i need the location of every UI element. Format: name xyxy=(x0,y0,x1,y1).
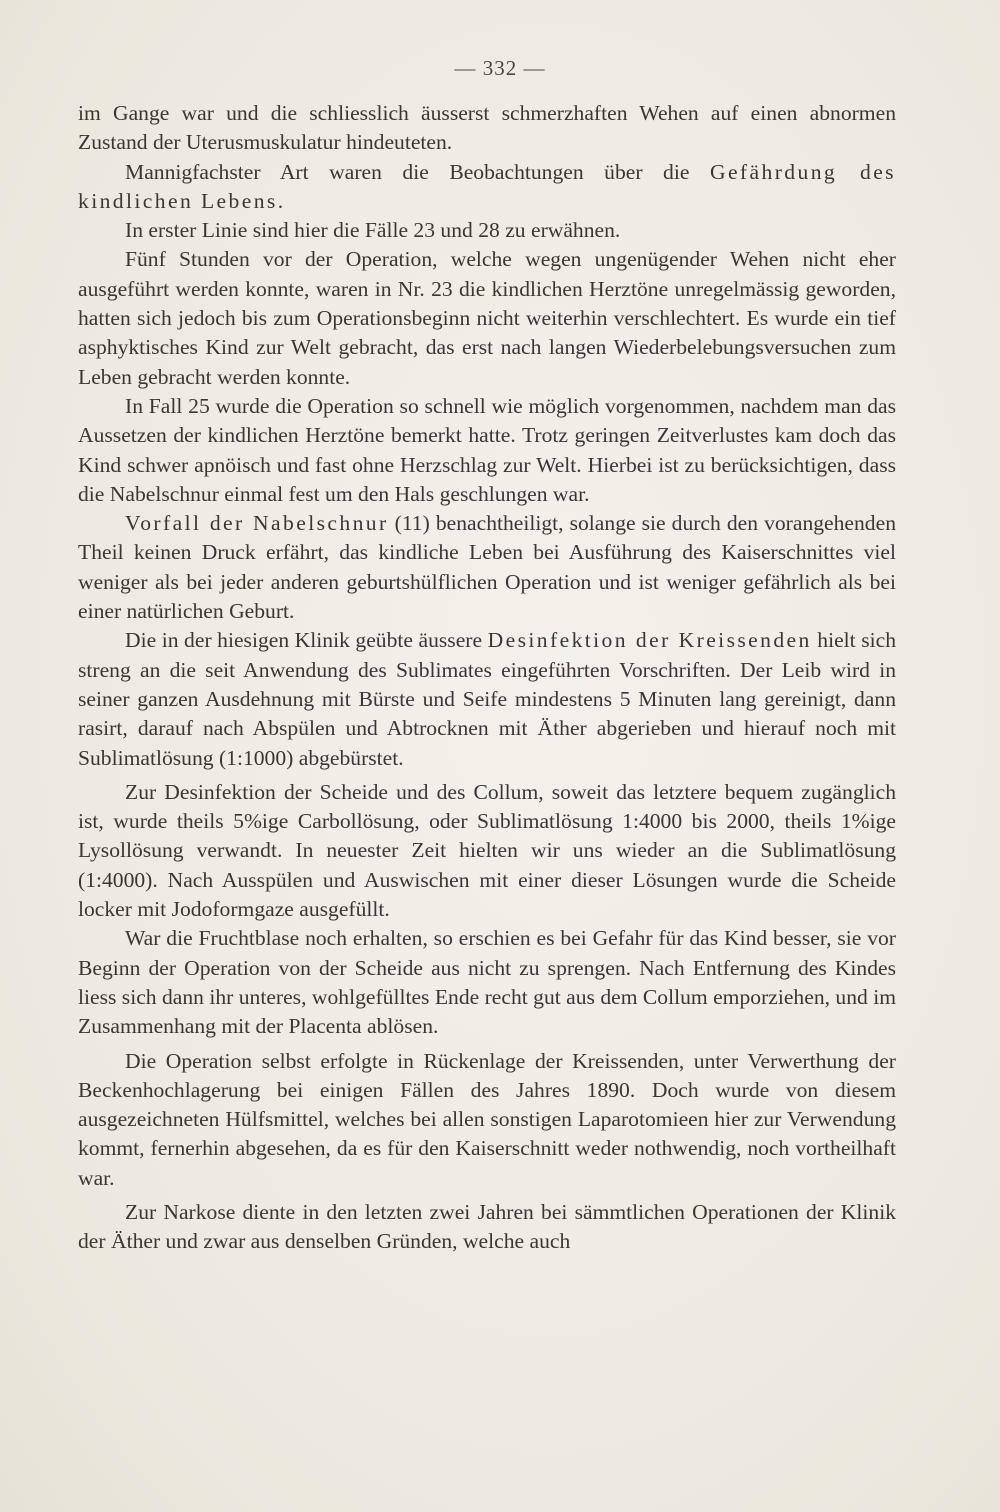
paragraph xyxy=(78,509,896,626)
text-run: Mannigfachster Art waren die Beobachtungen über die xyxy=(125,159,710,184)
text-run: Zur Narkose diente in den letzten zwei Jahren bei sämmtlichen Operationen der Klinik der Äther und zwar aus denselben Gründen, welche auch xyxy=(78,1199,896,1254)
text-run: War die Fruchtblase noch erhalten, so erschien es bei Gefahr für das Kind besser, sie vor Beginn der Operation von der Scheide aus nicht zu sprengen. Nach Entfernung des Kindes liess sich dann ihr unteres, wohlgefülltes Ende recht gut aus dem Collum emporziehen, und im Zusammenhang mit der Placenta ablösen. xyxy=(78,926,896,1039)
paragraph xyxy=(78,1198,896,1257)
text-run: Die Operation selbst erfolgte in Rückenlage der Kreissenden, unter Verwerthung der Beckenhochlagerung bei einigen Fällen des Jahres 1890. Doch wurde von diesem ausgezeichneten Hülfsmittel, welches bei allen sonstigen Laparotomieen hier zur Verwendung kommt, fernerhin abgesehen, da es für den Kaiserschnitt weder nothwendig, noch vortheilhaft war. xyxy=(78,1048,896,1190)
emphasized-text: Desinfektion der Kreissenden xyxy=(487,628,812,653)
paragraph xyxy=(78,99,896,158)
text-run: Die in der hiesigen Klinik geübte äussere xyxy=(125,628,488,653)
text-run: In erster Linie sind hier die Fälle 23 und 28 zu erwähnen. xyxy=(125,218,621,243)
text-run: Zur Desinfektion der Scheide und des Collum, soweit das letztere bequem zugänglich ist, wurde theils 5%ige Carbollösung, oder Sublimatlösung 1:4000 bis 2000, theils 1%ige Lysollösung verwandt. In neuester Zeit hielten wir uns wieder an die Sublimatlösung (1:4000). Nach Ausspülen und Auswischen mit einer dieser Lösungen wurde die Scheide locker mit Jodoformgaze ausgefüllt. xyxy=(78,779,896,922)
paragraph xyxy=(78,924,896,1041)
text-run: (11) benachtheiligt, solange sie durch den vorangehenden Theil keinen Druck erfährt, das kindliche Leben bei Ausführung des Kaiserschnittes viel weniger als bei jeder anderen geburtshülflichen Operation und ist weniger gefährlich als bei einer natürlichen Geburt. xyxy=(78,511,896,624)
text-run: im Gange war und die schliesslich äusserst schmerzhaften Wehen auf einen abnormen Zustand der Uterusmuskulatur hindeuteten. xyxy=(78,101,896,155)
paragraph xyxy=(78,216,896,245)
paragraph xyxy=(78,245,896,391)
text-run: Fünf Stunden vor der Operation, welche wegen ungenügender Wehen nicht eher ausgeführt werden konnte, waren in Nr. 23 die kindlichen Herztöne unregelmässig geworden, hatten sich jedoch bis zum Operationsbeginn nicht weiterhin verschlechtert. Es wurde ein tief asphyktisches Kind zur Welt gebracht, das erst nach langen Wiederbelebungsversuchen zum Leben gebracht werden konnte. xyxy=(78,247,896,389)
paragraph xyxy=(78,392,896,509)
paragraph xyxy=(78,778,896,924)
text-run: hielt sich streng an die seit Anwendung des Sublimates eingeführten Vorschriften. Der Leib wird in seiner ganzen Ausdehnung mit Bürste und Seife mindestens 5 Minuten lang gereinigt, dann rasirt, darauf nach Abspülen und Abtrocknen mit Äther abgerieben und hierauf noch mit Sublimatlösung (1:1000) abgebürstet. xyxy=(78,628,896,770)
text-run: . xyxy=(277,188,284,213)
body-text xyxy=(78,99,896,1257)
paragraph xyxy=(78,1047,896,1193)
emphasized-text: Vorfall der Nabelschnur xyxy=(125,511,389,536)
page-number: — 332 — xyxy=(454,56,546,80)
paragraph xyxy=(78,158,896,217)
paragraph xyxy=(78,626,896,772)
text-run: In Fall 25 wurde die Operation so schnell wie möglich vorgenommen, nachdem man das Aussetzen der kindlichen Herztöne bemerkt hatte. Trotz geringen Zeitverlustes kam doch das Kind schwer apnöisch und fast ohne Herzschlag zur Welt. Hierbei ist zu berücksichtigen, dass die Nabelschnur einmal fest um den Hals geschlungen war. xyxy=(78,393,896,506)
emphasized-text: Gefährdung des kindlichen Lebens xyxy=(78,159,896,213)
